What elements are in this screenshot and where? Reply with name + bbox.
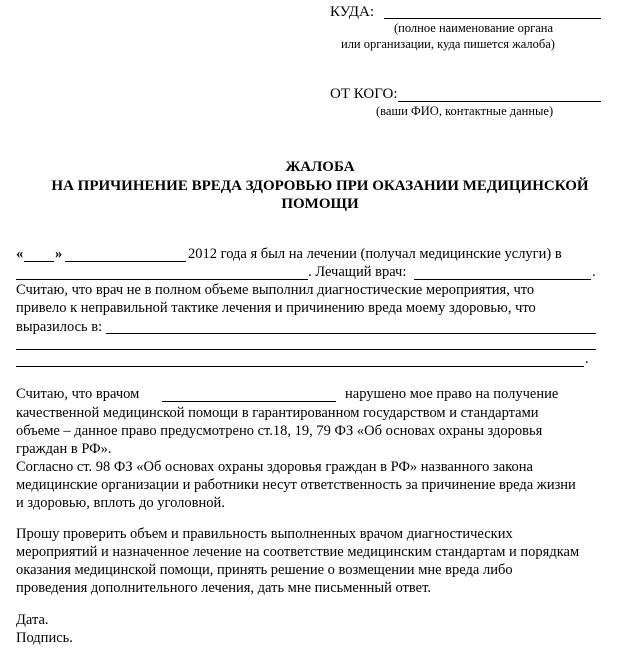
p2-line1a: Считаю, что врачом <box>16 386 140 402</box>
to-hint-line2: или организации, куда пишется жалоба) <box>341 37 555 51</box>
p1-line5: выразилось в: <box>16 319 103 335</box>
p1-line2-text: . Лечащий врач: <box>308 264 407 280</box>
to-line <box>384 18 601 19</box>
doctor-name-blank <box>162 401 336 402</box>
date-close-quote: » <box>55 246 63 262</box>
doctor-blank <box>414 279 591 280</box>
harm-blank-2 <box>16 349 596 350</box>
doc-title-line3: ПОМОЩИ <box>281 196 359 212</box>
p1-line1-text: 2012 года я был на лечении (получал медицинские услуги) в <box>188 246 562 262</box>
p2-line2: качественной медицинской помощи в гарантированном государством и стандартами <box>16 405 539 421</box>
from-line <box>398 101 601 102</box>
p1-line4: привело к неправильной тактике лечения и причинению вреда моему здоровью, что <box>16 300 536 316</box>
p4-line1: Прошу проверить объем и правильность выполненных врачом диагностических <box>16 526 513 542</box>
to-hint-line1: (полное наименование органа <box>394 21 554 35</box>
from-label: ОТ КОГО: <box>330 86 398 102</box>
date-open-quote: « <box>16 246 24 262</box>
harm-blank-1 <box>106 333 596 334</box>
p3-line1: Согласно ст. 98 ФЗ «Об основах охраны здоровья граждан в РФ» названного закона <box>16 459 533 475</box>
p4-line3: оказания медицинской помощи, принять решение о возмещении мне вреда либо <box>16 562 513 578</box>
p3-line2: медицинские организации и работники несут ответственность за причинение вреда жизни <box>16 477 576 493</box>
to-label: КУДА: <box>330 4 375 20</box>
date-label: Дата. <box>16 612 49 628</box>
p2-line1b: нарушено мое право на получение <box>345 386 559 402</box>
p2-line4: граждан в РФ». <box>16 441 112 457</box>
p4-line4: проведения дополнительного лечения, дать мне письменный ответ. <box>16 580 431 596</box>
p1-line7-end: . <box>585 351 589 367</box>
date-month-blank <box>65 261 186 262</box>
p1-line2-end: . <box>592 264 596 280</box>
p4-line2: мероприятий и назначенное лечение на соответствие медицинским стандартам и порядкам <box>16 544 580 560</box>
harm-blank-3 <box>16 366 584 367</box>
p3-line3: и здоровью, вплоть до уголовной. <box>16 495 225 511</box>
doc-title-line2: НА ПРИЧИНЕНИЕ ВРЕДА ЗДОРОВЬЮ ПРИ ОКАЗАНИИ МЕДИЦИНСКОЙ <box>51 178 589 194</box>
from-hint: (ваши ФИО, контактные данные) <box>376 104 554 118</box>
p1-line3: Считаю, что врач не в полном объеме выполнил диагностические мероприятия, что <box>16 282 535 298</box>
signature-label: Подпись. <box>16 630 73 646</box>
doc-title-line1: ЖАЛОБА <box>285 159 355 175</box>
p2-line3: объеме – данное право предусмотрено ст.18, 19, 79 ФЗ «Об основах охраны здоровья <box>16 423 543 439</box>
hospital-blank <box>16 279 308 280</box>
date-day-blank <box>24 261 54 262</box>
